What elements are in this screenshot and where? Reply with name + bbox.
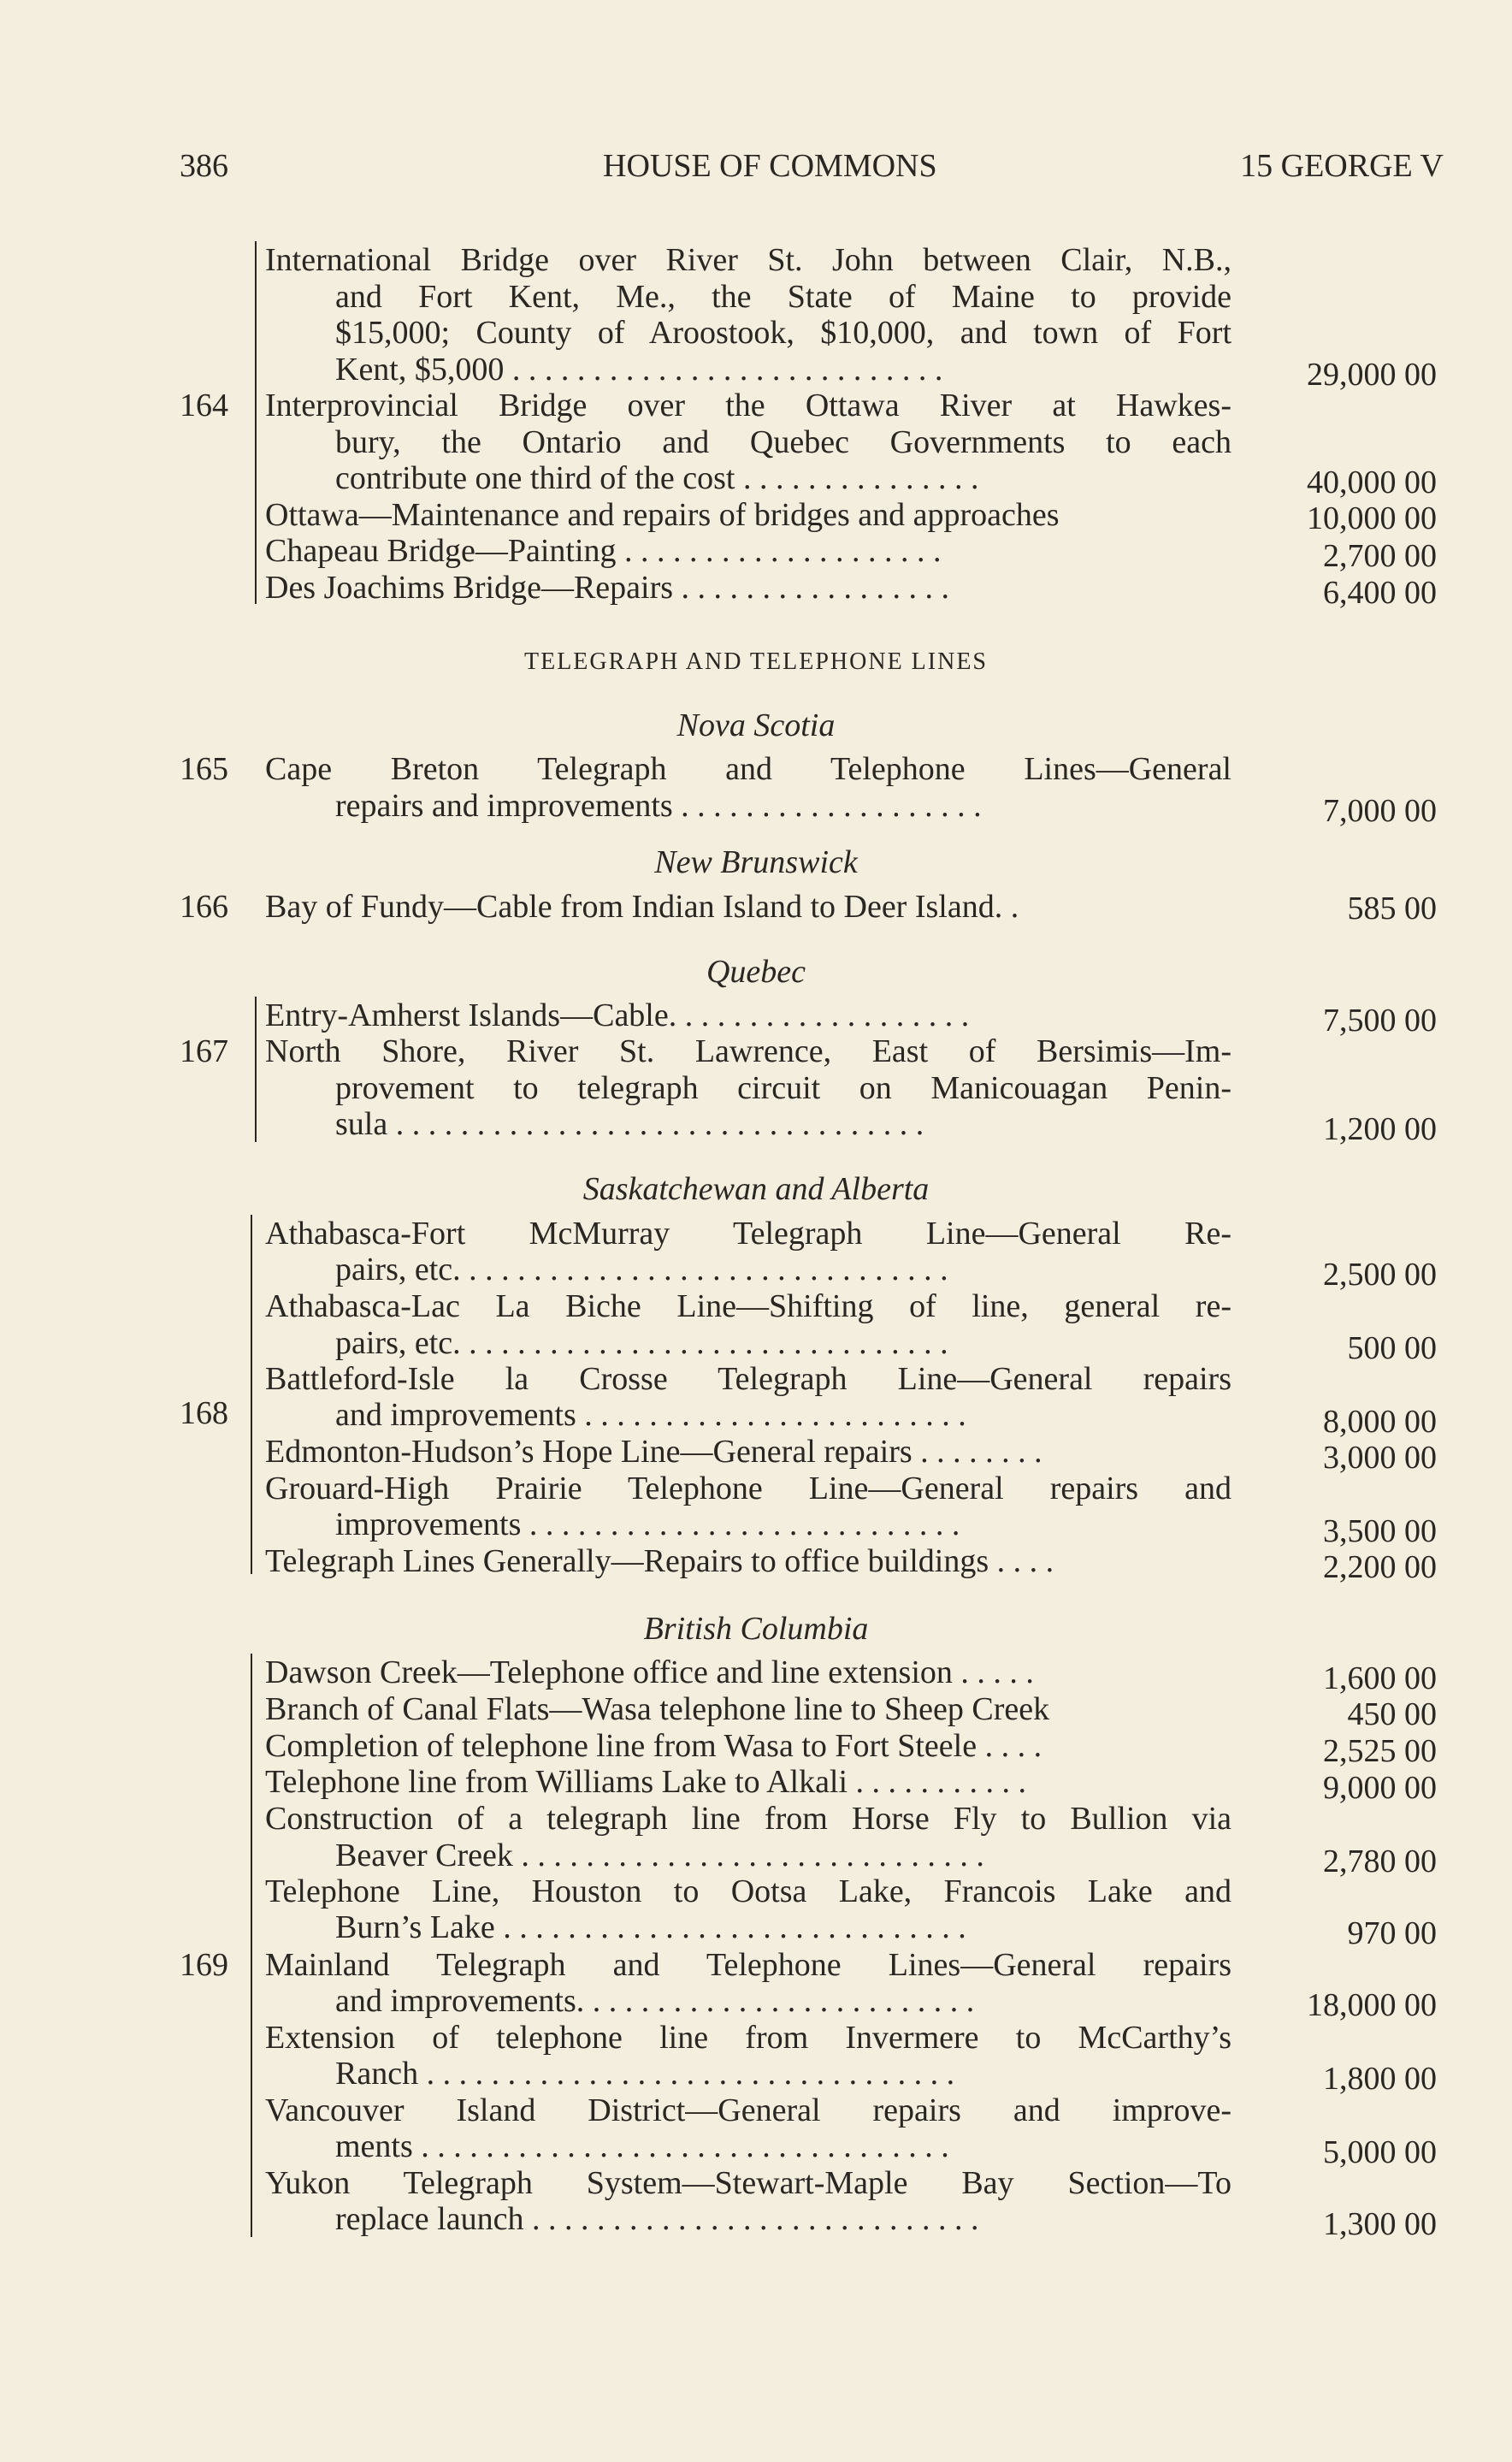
entry-line: Edmonton-Hudson’s Hope Line—General repairs . . . . . . . . [265, 1434, 1042, 1470]
entry-line: Beaver Creek . . . . . . . . . . . . . . . . . . . . . . . . . . . . . [335, 1838, 984, 1873]
province-heading: British Columbia [643, 1611, 869, 1647]
amount: 1,600 00 [1323, 1660, 1437, 1696]
session-label: 15 GEORGE V [1240, 148, 1444, 184]
amount: 500 00 [1347, 1330, 1437, 1366]
entry-line: North Shore, River St. Lawrence, East of Bersimis—Im- [265, 1033, 1231, 1069]
entry-line: repairs and improvements . . . . . . . . . . . . . . . . . . . [335, 788, 982, 824]
entry-line: Completion of telephone line from Wasa to Fort Steele . . . . [265, 1728, 1042, 1764]
amount: 3,500 00 [1323, 1513, 1437, 1549]
entry-line: Interprovincial Bridge over the Ottawa River at Hawkes- [265, 388, 1231, 423]
brace-167 [255, 997, 257, 1142]
province-heading: Nova Scotia [676, 707, 836, 743]
entry-line: and Fort Kent, Me., the State of Maine to provide [335, 279, 1231, 315]
amount: 1,800 00 [1323, 2061, 1437, 2097]
page-header [180, 147, 1444, 190]
entry-line: Construction of a telegraph line from Horse Fly to Bullion via [265, 1801, 1231, 1837]
entry-line: sula . . . . . . . . . . . . . . . . . . . . . . . . . . . . . . . . . [335, 1106, 924, 1142]
entry-line: Battleford-Isle la Crosse Telegraph Line—General repairs [265, 1361, 1231, 1397]
entry-line: Extension of telephone line from Invermere to McCarthy’s [265, 2020, 1231, 2056]
brace-168 [251, 1215, 252, 1574]
amount: 2,200 00 [1323, 1549, 1437, 1585]
item-number-164: 164 [180, 388, 228, 423]
entry-line: Vancouver Island District—General repairs and improve- [265, 2092, 1231, 2128]
entry-line: Telephone line from Williams Lake to Alkali . . . . . . . . . . . [265, 1764, 1027, 1800]
amount: 2,500 00 [1323, 1257, 1437, 1293]
entry-line: contribute one third of the cost . . . . . . . . . . . . . . . [335, 460, 979, 496]
amount: 1,200 00 [1323, 1111, 1437, 1147]
item-number-167: 167 [180, 1033, 228, 1069]
amount: 585 00 [1347, 891, 1437, 926]
section-heading: TELEGRAPH AND TELEPHONE LINES [523, 648, 988, 675]
brace-169 [251, 1654, 252, 2237]
entry-line: and improvements. . . . . . . . . . . . . . . . . . . . . . . . . [335, 1983, 975, 2019]
amount: 2,525 00 [1323, 1733, 1437, 1769]
item-number-168: 168 [180, 1395, 228, 1431]
entry-line: Athabasca-Fort McMurray Telegraph Line—General Re- [265, 1216, 1231, 1252]
entry-line: Entry-Amherst Islands—Cable. . . . . . . . . . . . . . . . . . . [265, 997, 970, 1033]
entry-line: International Bridge over River St. John between Clair, N.B., [265, 242, 1231, 278]
amount: 7,000 00 [1323, 793, 1437, 829]
amount: 8,000 00 [1323, 1404, 1437, 1440]
province-heading: Quebec [706, 954, 806, 990]
entry-line: Grouard-High Prairie Telephone Line—General repairs and [265, 1471, 1231, 1506]
entry-line: Mainland Telegraph and Telephone Lines—General repairs [265, 1947, 1231, 1983]
entry-line: pairs, etc. . . . . . . . . . . . . . . . . . . . . . . . . . . . . . . [335, 1252, 948, 1287]
amount: 970 00 [1347, 1915, 1437, 1951]
entry-line: ments . . . . . . . . . . . . . . . . . . . . . . . . . . . . . . . . . [335, 2128, 949, 2164]
amount: 6,400 00 [1323, 575, 1437, 611]
amount: 10,000 00 [1307, 500, 1437, 536]
entry-line: Athabasca-Lac La Biche Line—Shifting of line, general re- [265, 1288, 1231, 1324]
entry-line: pairs, etc. . . . . . . . . . . . . . . . . . . . . . . . . . . . . . . [335, 1325, 948, 1361]
amount: 3,000 00 [1323, 1440, 1437, 1476]
entry-line: Telephone Line, Houston to Ootsa Lake, Francois Lake and [265, 1873, 1231, 1909]
amount: 9,000 00 [1323, 1770, 1437, 1806]
entry-line: improvements . . . . . . . . . . . . . . . . . . . . . . . . . . . [335, 1506, 960, 1542]
amount: 29,000 00 [1307, 357, 1437, 393]
province-heading: Saskatchewan and Alberta [582, 1171, 930, 1207]
amount: 5,000 00 [1323, 2134, 1437, 2170]
entry-line: Ottawa—Maintenance and repairs of bridges and approaches [265, 497, 1060, 533]
item-number-165: 165 [180, 751, 228, 787]
item-number-166: 166 [180, 889, 228, 925]
entry-line: Yukon Telegraph System—Stewart-Maple Bay Section—To [265, 2165, 1231, 2201]
amount: 1,300 00 [1323, 2206, 1437, 2242]
amount: 2,700 00 [1323, 538, 1437, 574]
entry-line: Telegraph Lines Generally—Repairs to office buildings . . . . [265, 1543, 1054, 1579]
amount: 450 00 [1347, 1696, 1437, 1732]
entry-line: and improvements . . . . . . . . . . . . . . . . . . . . . . . . [335, 1397, 966, 1433]
entry-line: Burn’s Lake . . . . . . . . . . . . . . . . . . . . . . . . . . . . . [335, 1909, 966, 1945]
entry-line: bury, the Ontario and Quebec Governments to each [335, 424, 1231, 460]
entry-line: Chapeau Bridge—Painting . . . . . . . . . . . . . . . . . . . . [265, 533, 942, 569]
entry-line: replace launch . . . . . . . . . . . . . . . . . . . . . . . . . . . . [335, 2201, 979, 2237]
entry-line: provement to telegraph circuit on Manicouagan Penin- [335, 1070, 1231, 1106]
entry-line: $15,000; County of Aroostook, $10,000, and town of Fort [335, 315, 1231, 351]
entry-line: Des Joachims Bridge—Repairs . . . . . . . . . . . . . . . . . [265, 570, 950, 606]
entry-line: Branch of Canal Flats—Wasa telephone line to Sheep Creek [265, 1691, 1050, 1727]
entry-line: Kent, $5,000 . . . . . . . . . . . . . . . . . . . . . . . . . . . [335, 352, 943, 388]
entry-line: Bay of Fundy—Cable from Indian Island to Deer Island. . [265, 889, 1019, 925]
brace-164 [255, 241, 257, 604]
entry-line: Dawson Creek—Telephone office and line extension . . . . . [265, 1654, 1034, 1690]
entry-line: Cape Breton Telegraph and Telephone Lines—General [265, 751, 1231, 787]
amount: 7,500 00 [1323, 1003, 1437, 1039]
province-heading: New Brunswick [654, 844, 858, 880]
page-title: HOUSE OF COMMONS [603, 148, 937, 184]
page-number: 386 [180, 148, 228, 184]
item-number-169: 169 [180, 1947, 228, 1983]
amount: 2,780 00 [1323, 1844, 1437, 1879]
entry-line: Ranch . . . . . . . . . . . . . . . . . . . . . . . . . . . . . . . . . [335, 2056, 955, 2092]
amount: 18,000 00 [1307, 1987, 1437, 2023]
amount: 40,000 00 [1307, 465, 1437, 500]
